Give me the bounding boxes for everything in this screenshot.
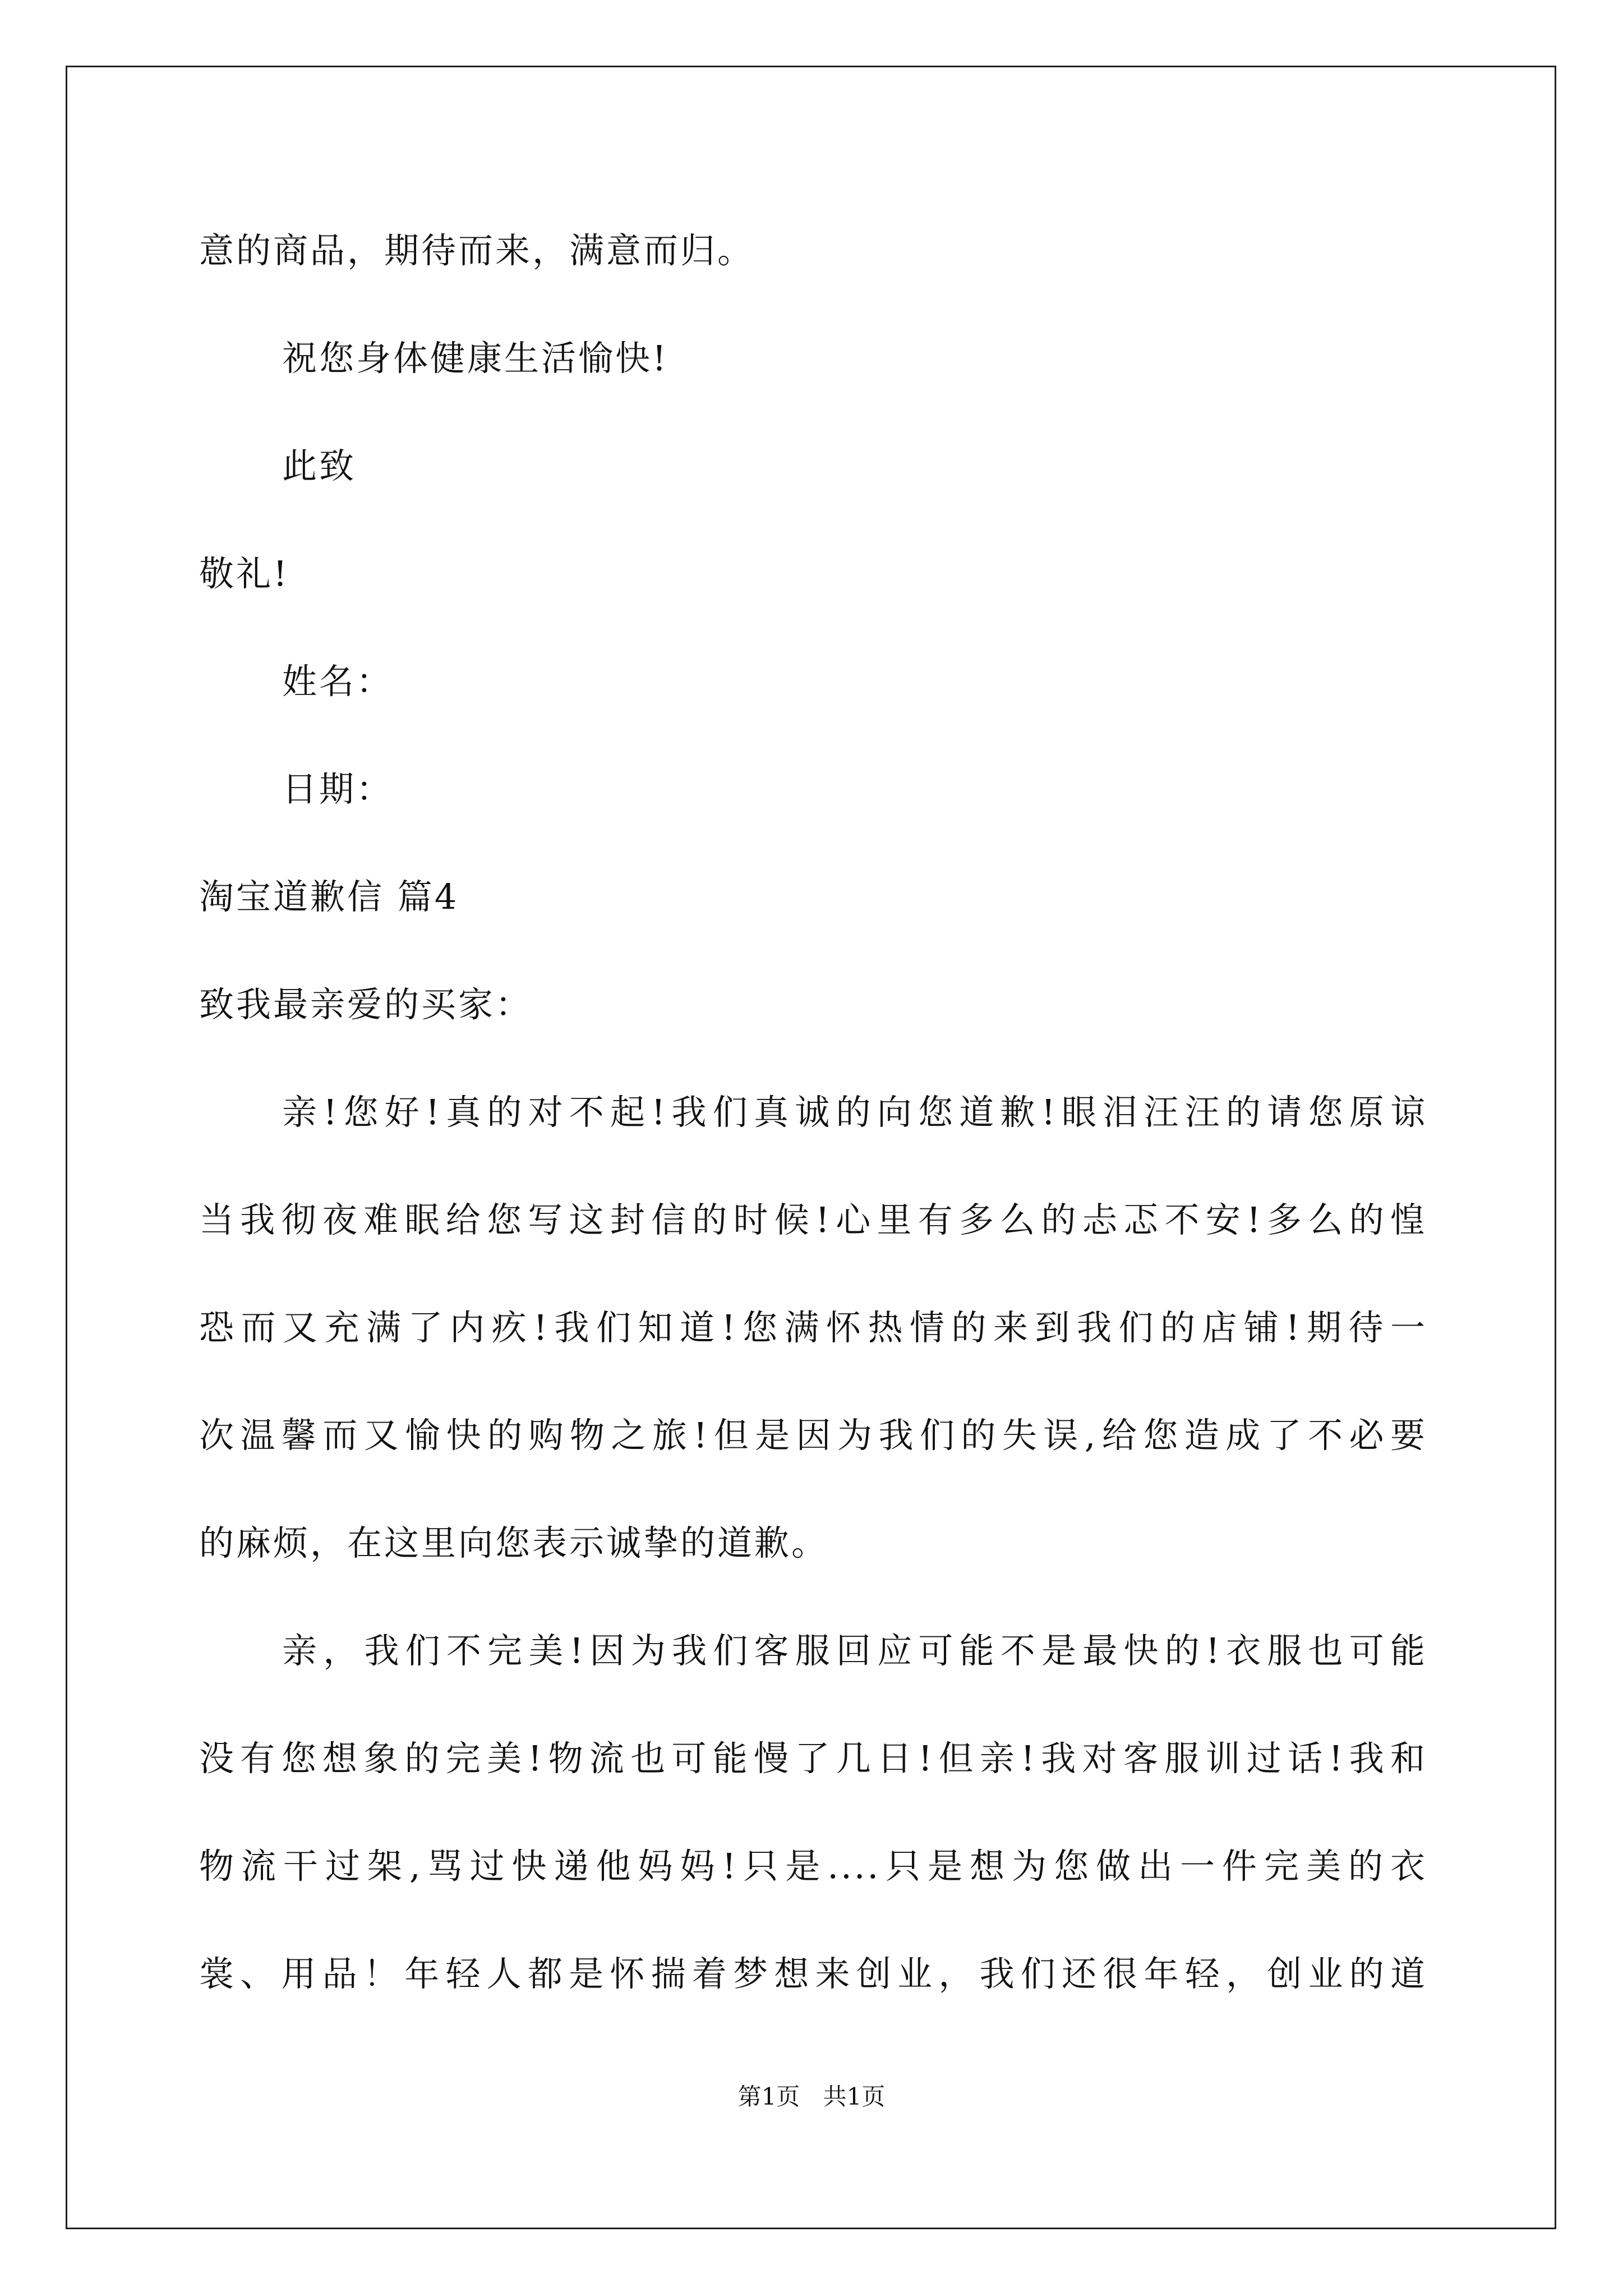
paragraph-line: 次温馨而又愉快的购物之旅!但是因为我们的失误,给您造成了不必要 xyxy=(199,1415,1427,1456)
page-border xyxy=(66,66,1556,2229)
section-heading: 淘宝道歉信 篇4 xyxy=(199,876,459,917)
date-field-label: 日期： xyxy=(282,769,394,809)
paragraph-line: 意的商品，期待而来，满意而归。 xyxy=(199,230,755,271)
salutation-cizhi: 此致 xyxy=(282,445,357,486)
paragraph-line: 裳、用品！年轻人都是怀揣着梦想来创业，我们还很年轻，创业的道 xyxy=(199,1953,1427,1994)
paragraph-line: 没有您想象的完美!物流也可能慢了几日!但亲!我对客服训过话!我和 xyxy=(199,1738,1427,1779)
name-field-label: 姓名： xyxy=(282,661,394,702)
page-number: 第1页 xyxy=(737,2083,800,2110)
closing-wish: 祝您身体健康生活愉快! xyxy=(282,338,668,379)
paragraph-line: 亲，我们不完美!因为我们客服回应可能不是最快的!衣服也可能 xyxy=(282,1630,1427,1671)
paragraph-line: 当我彻夜难眠给您写这封信的时候!心里有多么的忐忑不安!多么的惶 xyxy=(199,1199,1427,1240)
paragraph-line: 物流干过架,骂过快递他妈妈!只是....只是想为您做出一件完美的衣 xyxy=(199,1846,1427,1887)
paragraph-line: 亲!您好!真的对不起!我们真诚的向您道歉!眼泪汪汪的请您原谅 xyxy=(282,1092,1427,1133)
salutation-jingli: 敬礼! xyxy=(199,553,289,594)
letter-greeting: 致我最亲爱的买家： xyxy=(199,984,533,1025)
page-footer xyxy=(0,2081,1623,2113)
paragraph-line: 恐而又充满了内疚!我们知道!您满怀热情的来到我们的店铺!期待一 xyxy=(199,1307,1427,1348)
paragraph-line: 的麻烦，在这里向您表示诚挚的道歉。 xyxy=(199,1522,829,1563)
page-total: 共1页 xyxy=(823,2083,886,2110)
